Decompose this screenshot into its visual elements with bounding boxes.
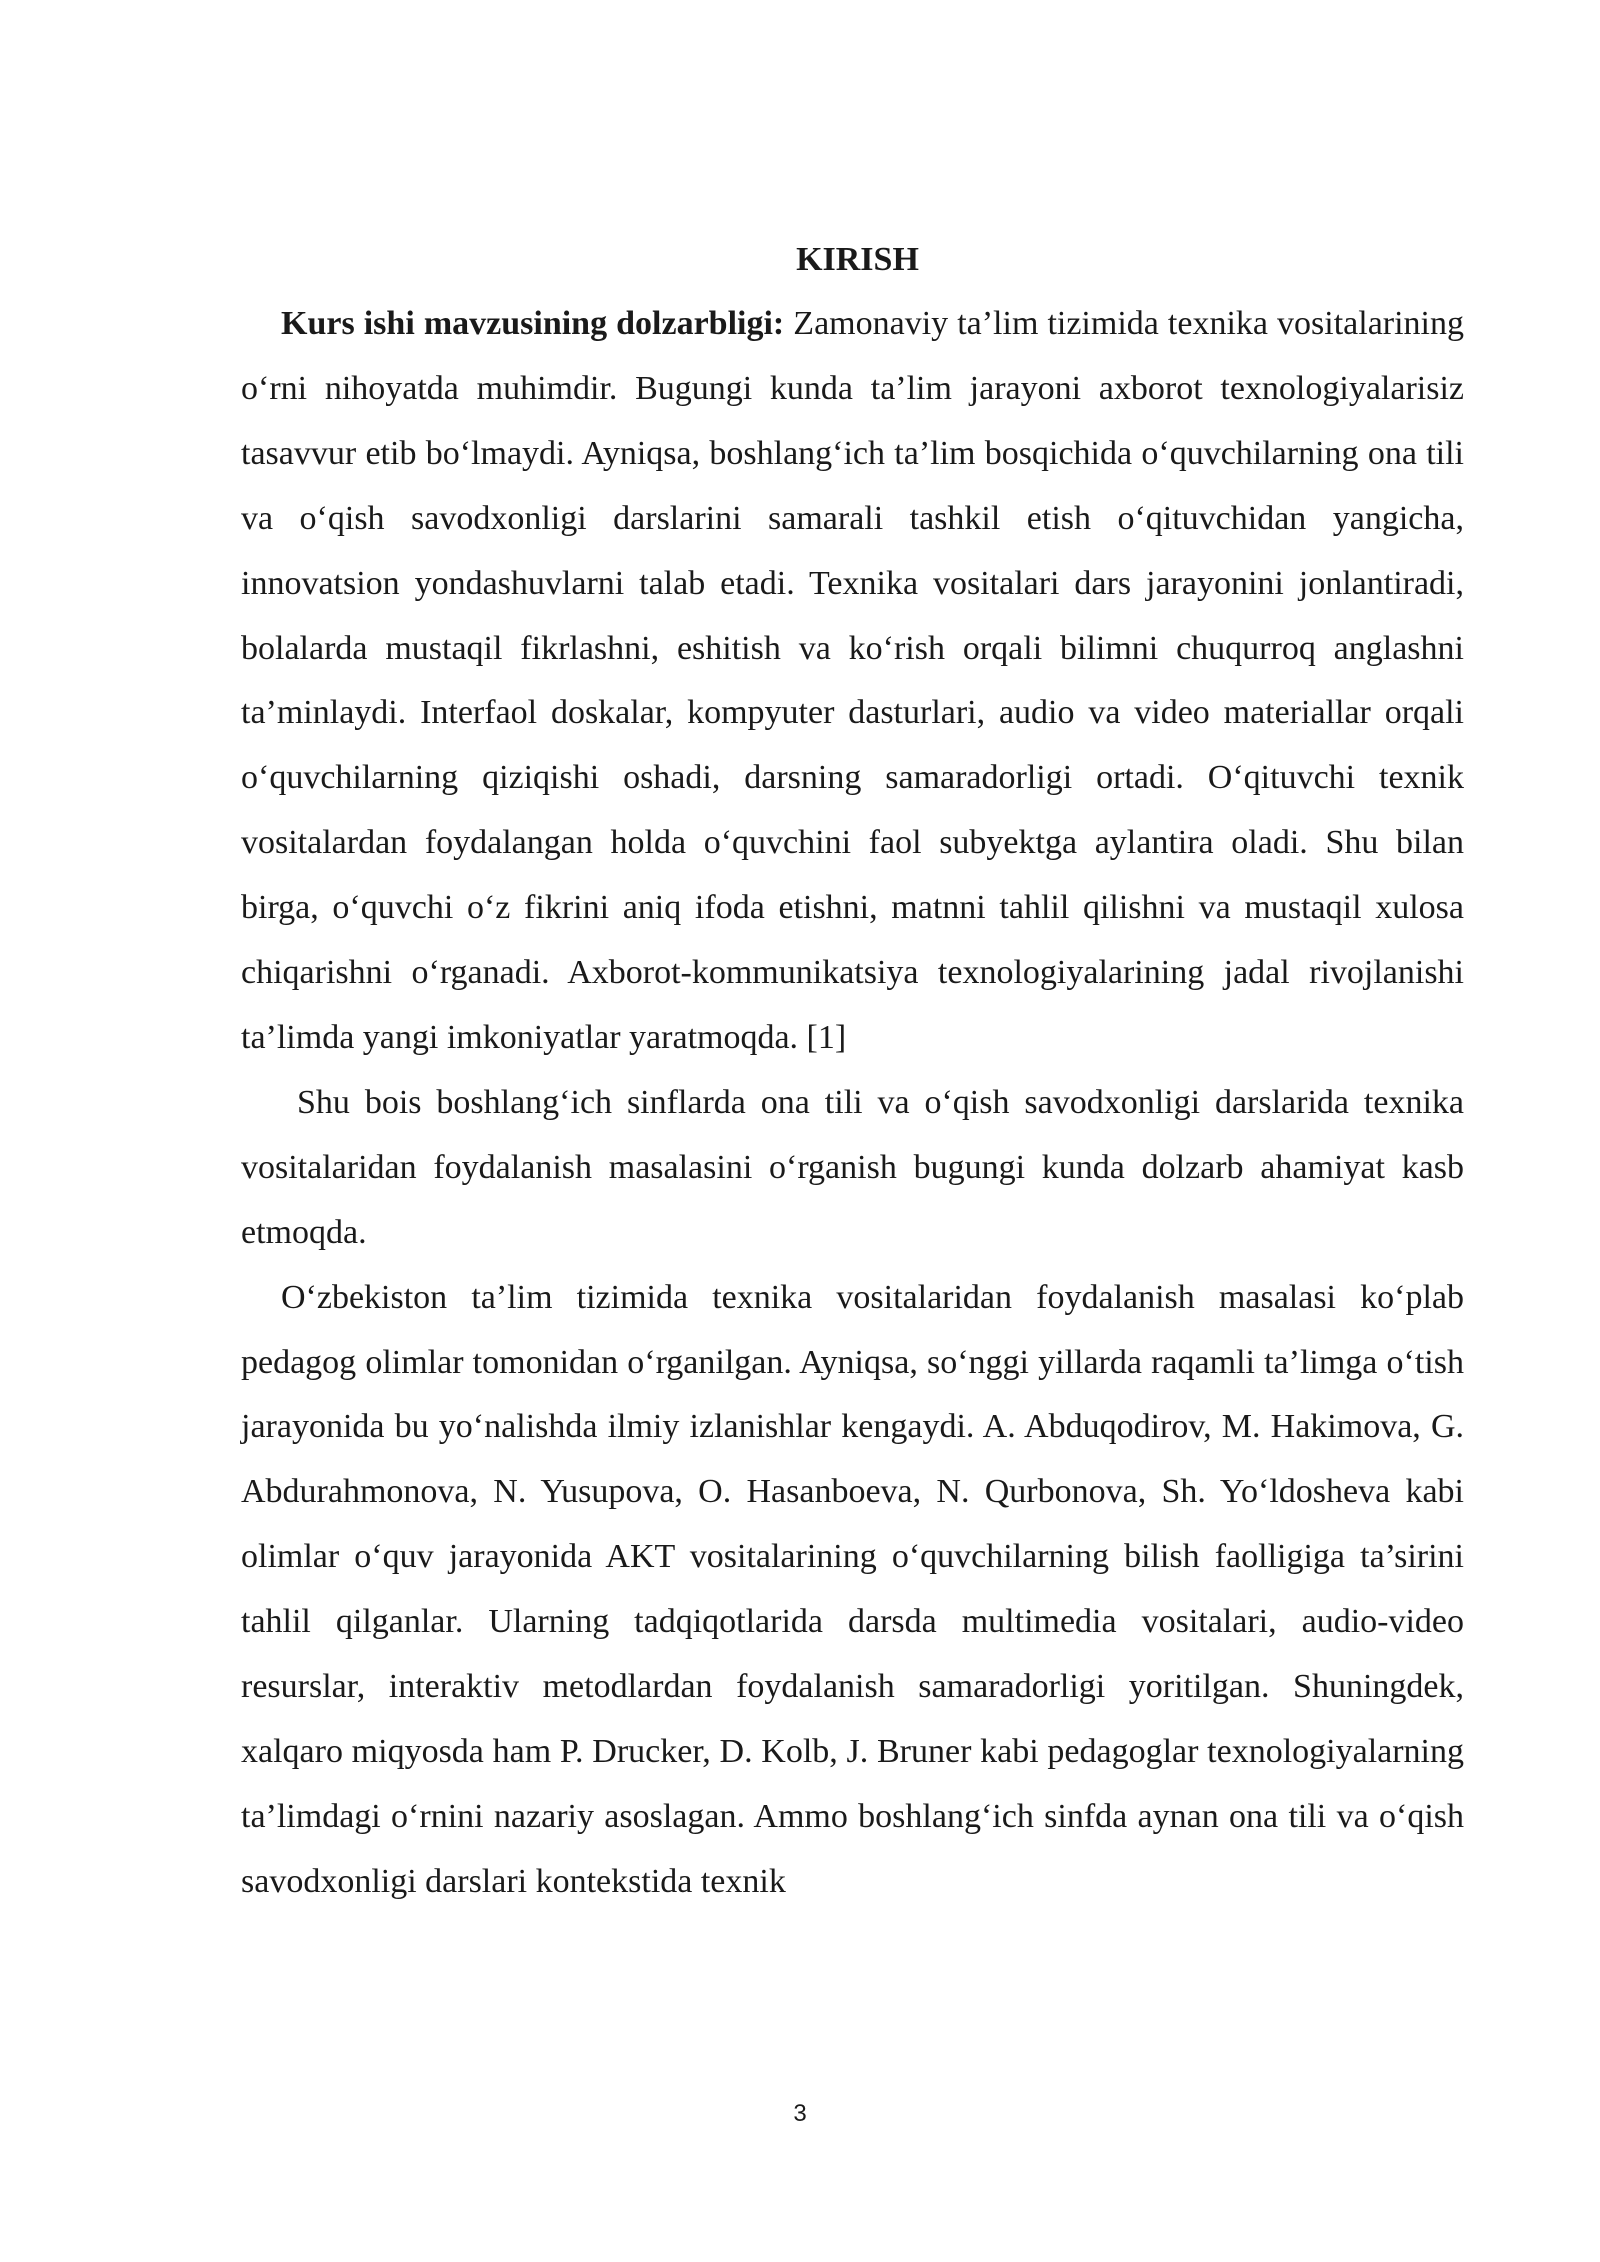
page-number: 3: [793, 2100, 807, 2127]
paragraph-literature: O‘zbekiston ta’lim tizimida texnika vositalaridan foydalanish masalasi ko‘plab pedagog olimlar tomonidan o‘rganilgan. Ayniqsa, so‘nggi yillarda raqamli ta’limga o‘tish jarayonida bu yo‘nalishda ilmiy izlanishlar kengaydi. A. Abduqodirov, M. Hakimova, G. Abdurahmonova, N. Yusupova, O. Hasanboeva, N. Qurbonova, Sh. Yo‘ldosheva kabi olimlar o‘quv jarayonida AKT vositalarining o‘quvchilarning bilish faolligiga ta’sirini tahlil qilganlar. Ularning tadqiqotlarida darsda multimedia vositalari, audio-video resurslar, interaktiv metodlardan foydalanish samaradorligi yoritilgan. Shuningdek, xalqaro miqyosda ham P. Drucker, D. Kolb, J. Bruner kabi pedagoglar texnologiyalarning ta’limdagi o‘rnini nazariy asoslagan. Ammo boshlang‘ich sinfda aynan ona tili va o‘qish savodxonligi darslari kontekstida texnik: [241, 1278, 1464, 1900]
document-body: [241, 228, 1464, 1915]
paragraph-conclusion: Shu bois boshlang‘ich sinflarda ona tili va o‘qish savodxonligi darslarida texnika vositalaridan foydalanish masalasini o‘rganish bugungi kunda dolzarb ahamiyat kasb etmoqda.: [241, 1083, 1464, 1251]
paragraph-lead: Kurs ishi mavzusining dolzarbligi:: [281, 305, 785, 342]
section-heading: KIRISH: [796, 241, 919, 278]
paragraph-relevance: [241, 292, 1464, 1071]
paragraph-text: Zamonaviy ta’lim tizimida texnika vositalarining o‘rni nihoyatda muhimdir. Bugungi kunda ta’lim jarayoni axborot texnologiyalarisiz tasavvur etib bo‘lmaydi. Ayniqsa, boshlang‘ich ta’lim bosqichida o‘quvchilarning ona tili va o‘qish savodxonligi darslarini samarali tashkil etish o‘qituvchidan yangicha, innovatsion yondashuvlarni talab etadi. Texnika vositalari dars jarayonini jonlantiradi, bolalarda mustaqil fikrlashni, eshitish va ko‘rish orqali bilimni chuqurroq anglashni ta’minlaydi. Interfaol doskalar, kompyuter dasturlari, audio va video materiallar orqali o‘quvchilarning qiziqishi oshadi, darsning samaradorligi ortadi. O‘qituvchi texnik vositalardan foydalangan holda o‘quvchini faol subyektga aylantira oladi. Shu bilan birga, o‘quvchi o‘z fikrini aniq ifoda etishni, matnni tahlil qilishni va mustaqil xulosa chiqarishni o‘rganadi. Axborot-kommunikatsiya texnologiyalarining jadal rivojlanishi ta’limda yangi imkoniyatlar yaratmoqda. [1]: [241, 305, 1464, 1056]
